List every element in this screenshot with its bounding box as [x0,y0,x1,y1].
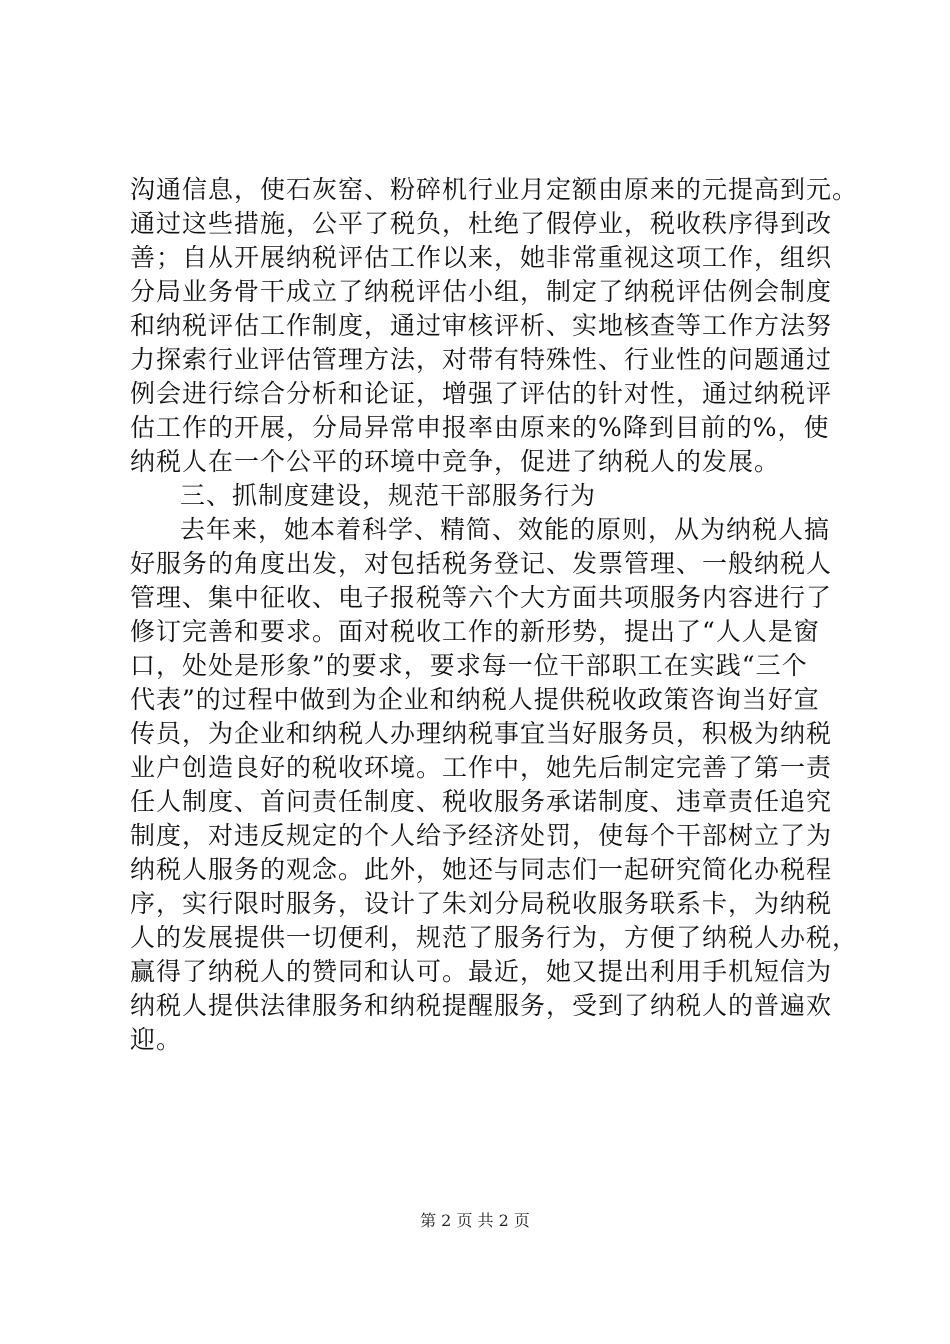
paragraph-line: 力探索行业评估管理方法，对带有特殊性、行业性的问题通过 [130,345,833,374]
paragraph-line: 任人制度、首问责任制度、税收服务承诺制度、违章责任追究 [130,787,833,816]
paragraph-line: 纳税人在一个公平的环境中竞争，促进了纳税人的发展。 [130,447,781,476]
paragraph-line: 分局业务骨干成立了纳税评估小组，制定了纳税评估例会制度 [130,277,833,306]
paragraph-line: 估工作的开展，分局异常申报率由原来的%降到目前的%，使 [130,413,830,442]
paragraph-line: 纳税人服务的观念。此外，她还与同志们一起研究简化办税程 [130,855,833,884]
paragraph-line: 善；自从开展纳税评估工作以来，她非常重视这项工作，组织 [130,243,833,272]
page-footer: 第 2 页 共 2 页 [420,1211,530,1230]
paragraph-line: 传员，为企业和纳税人办理纳税事宜当好服务员，积极为纳税 [130,719,833,748]
paragraph-line: 去年来，她本着科学、精简、效能的原则，从为纳税人搞 [180,515,831,544]
section-heading: 三、抓制度建设，规范干部服务行为 [180,481,597,510]
paragraph-line: 口，处处是形象”的要求，要求每一位干部职工在实践“三个 [130,651,808,680]
paragraph-line: 纳税人提供法律服务和纳税提醒服务，受到了纳税人的普遍欢 [130,991,833,1020]
paragraph-line: 制度，对违反规定的个人给予经济处罚，使每个干部树立了为 [130,821,833,850]
paragraph-line: 人的发展提供一切便利，规范了服务行为，方便了纳税人办税， [130,923,859,952]
paragraph-line: 好服务的角度出发，对包括税务登记、发票管理、一般纳税人 [130,549,833,578]
paragraph-line: 业户创造良好的税收环境。工作中，她先后制定完善了第一责 [130,753,833,782]
paragraph-line: 沟通信息，使石灰窑、粉碎机行业月定额由原来的元提高到元。 [130,175,859,204]
paragraph-line: 序，实行限时服务，设计了朱刘分局税收服务联系卡，为纳税 [130,889,833,918]
paragraph-line: 和纳税评估工作制度，通过审核评析、实地核查等工作方法努 [130,311,833,340]
paragraph-line: 通过这些措施，公平了税负，杜绝了假停业，税收秩序得到改 [130,209,833,238]
paragraph-line: 修订完善和要求。面对税收工作的新形势，提出了“人人是窗 [130,617,820,646]
paragraph-line: 代表”的过程中做到为企业和纳税人提供税收政策咨询当好宣 [130,685,820,714]
paragraph-line: 迎。 [130,1025,183,1054]
paragraph-line: 赢得了纳税人的赞同和认可。最近，她又提出利用手机短信为 [130,957,833,986]
paragraph-line: 例会进行综合分析和论证，增强了评估的针对性，通过纳税评 [130,379,833,408]
paragraph-line: 管理、集中征收、电子报税等六个大方面共项服务内容进行了 [130,583,833,612]
